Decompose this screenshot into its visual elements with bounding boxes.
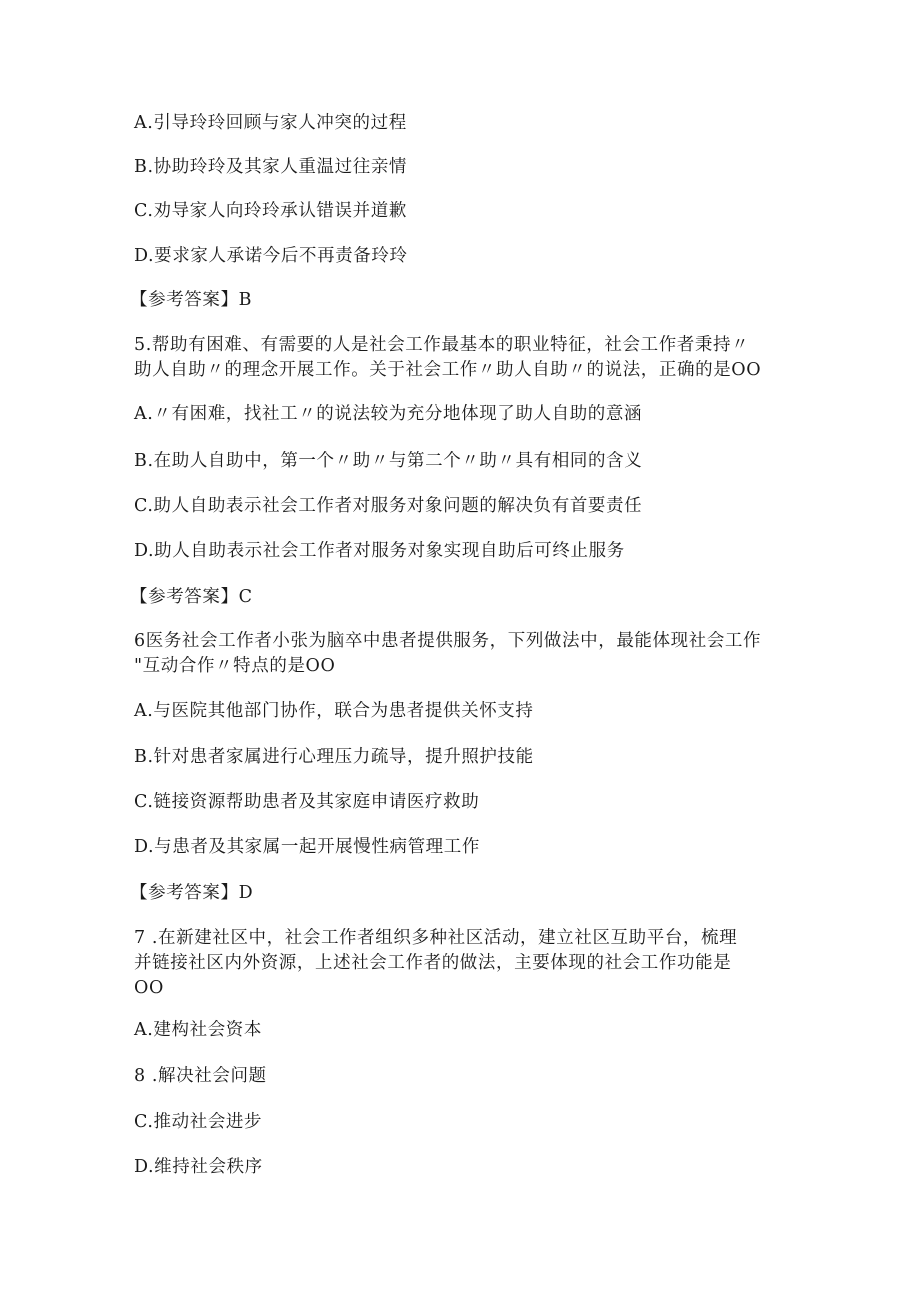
q7-stem-line1: 7 .在新建社区中，社会工作者组织多种社区活动，建立社区互助平台，梳理 — [134, 928, 738, 948]
q7-stem-line3: OO — [134, 978, 164, 998]
q5-option-b: B.在助人自助中，第一个〃助〃与第二个〃助〃具有相同的含义 — [134, 451, 643, 471]
q6-option-c: C.链接资源帮助患者及其家庭申请医疗救助 — [134, 792, 480, 812]
q4-option-a: A.引导玲玲回顾与家人冲突的过程 — [134, 113, 407, 133]
q6-stem-line1: 6医务社会工作者小张为脑卒中患者提供服务，下列做法中，最能体现社会工作 — [134, 631, 762, 651]
q6-option-d: D.与患者及其家属一起开展慢性病管理工作 — [134, 837, 480, 857]
q7-option-c: C.推动社会进步 — [134, 1112, 263, 1132]
q6-stem-line2: "互动合作〃特点的是OO — [134, 656, 336, 676]
q7-option-b: 8 .解决社会问题 — [134, 1066, 267, 1086]
q5-option-a: A.〃有困难，找社工〃的说法较为充分地体现了助人自助的意涵 — [134, 404, 643, 424]
q5-stem-line1: 5.帮助有困难、有需要的人是社会工作最基本的职业特征，社会工作者秉持〃 — [134, 335, 750, 355]
q5-option-d: D.助人自助表示社会工作者对服务对象实现自助后可终止服务 — [134, 541, 625, 561]
q7-stem-line2: 并链接社区内外资源，上述社会工作者的做法，主要体现的社会工作功能是 — [134, 953, 732, 973]
q4-option-b: B.协助玲玲及其家人重温过往亲情 — [134, 157, 408, 177]
q5-stem-line2: 助人自助〃的理念开展工作。关于社会工作〃助人自助〃的说法，正确的是OO — [134, 360, 762, 380]
q6-option-b: B.针对患者家属进行心理压力疏导，提升照护技能 — [134, 747, 534, 767]
q5-answer: 【参考答案】C — [130, 587, 253, 607]
q5-option-c: C.助人自助表示社会工作者对服务对象问题的解决负有首要责任 — [134, 496, 643, 516]
q7-option-a: A.建构社会资本 — [134, 1020, 263, 1040]
q7-option-d: D.维持社会秩序 — [134, 1157, 263, 1177]
q6-answer: 【参考答案】D — [130, 883, 254, 903]
q4-option-d: D.要求家人承诺今后不再责备玲玲 — [134, 246, 408, 266]
q4-answer: 【参考答案】B — [130, 290, 253, 310]
q6-option-a: A.与医院其他部门协作，联合为患者提供关怀支持 — [134, 701, 534, 721]
q4-option-c: C.劝导家人向玲玲承认错误并道歉 — [134, 201, 407, 221]
